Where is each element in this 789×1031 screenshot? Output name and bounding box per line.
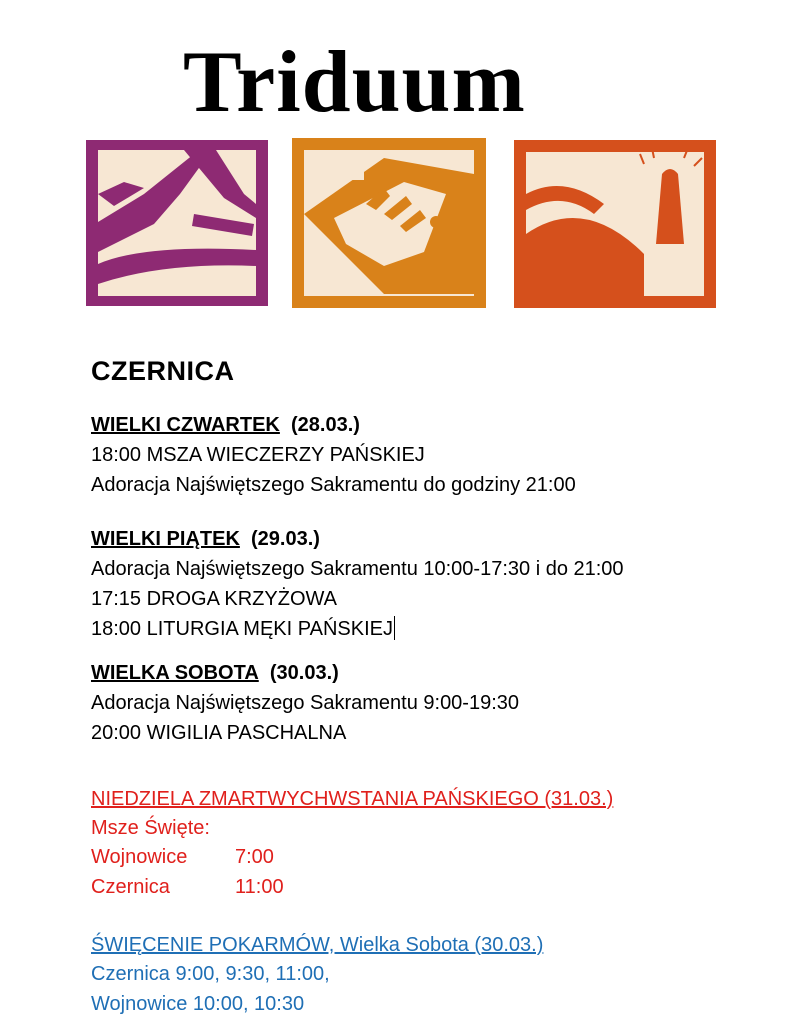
mass-row: [91, 844, 391, 871]
mass-place: Wojnowice: [91, 846, 188, 868]
day-name: WIELKA SOBOTA: [91, 662, 259, 684]
day-date: (30.03.): [269, 662, 339, 684]
schedule-item: 20:00 WIGILIA PASCHALNA: [91, 722, 347, 744]
schedule-item: 18:00 MSZA WIECZERZY PAŃSKIEJ: [91, 444, 425, 466]
resurrection-panel-image: [514, 140, 716, 308]
blessing-line: Wojnowice 10:00, 10:30: [91, 993, 305, 1015]
text-cursor: [394, 616, 395, 640]
day-name: WIELKI PIĄTEK: [91, 528, 240, 550]
day-heading-friday: [91, 526, 320, 553]
schedule-item-with-cursor: [91, 616, 395, 643]
place-heading: CZERNICA: [91, 356, 235, 386]
mass-time: 11:00: [235, 876, 284, 898]
schedule-item: Adoracja Najświętszego Sakramentu do godziny 21:00: [91, 474, 576, 496]
mass-place: Czernica: [91, 876, 170, 898]
schedule-item: 18:00 LITURGIA MĘKI PAŃSKIEJ: [91, 618, 393, 640]
blessing-heading: ŚWIĘCENIE POKARMÓW, Wielka Sobota (30.03.): [91, 934, 544, 956]
schedule-item: Adoracja Najświętszego Sakramentu 9:00-19:30: [91, 692, 520, 714]
mass-time: 7:00: [235, 846, 274, 868]
triduum-artwork: [84, 134, 720, 312]
easter-heading: NIEDZIELA ZMARTWYCHWSTANIA PAŃSKIEGO (31.03.): [91, 788, 614, 810]
schedule-item: 17:15 DROGA KRZYŻOWA: [91, 588, 337, 610]
schedule-item: Adoracja Najświętszego Sakramentu 10:00-17:30 i do 21:00: [91, 558, 624, 580]
blessing-line: Czernica 9:00, 9:30, 11:00,: [91, 963, 330, 985]
masses-label: Msze Święte:: [91, 817, 210, 839]
day-date: (28.03.): [291, 414, 360, 436]
page-title: Triduum: [183, 34, 526, 131]
last-supper-panel-image: [86, 140, 268, 306]
day-name: WIELKI CZWARTEK: [91, 414, 280, 436]
day-date: (29.03.): [251, 528, 320, 550]
crucifixion-panel-image: [292, 138, 486, 308]
mass-row: [91, 874, 391, 901]
day-heading-thursday: [91, 412, 360, 439]
day-heading-saturday: [91, 660, 339, 687]
